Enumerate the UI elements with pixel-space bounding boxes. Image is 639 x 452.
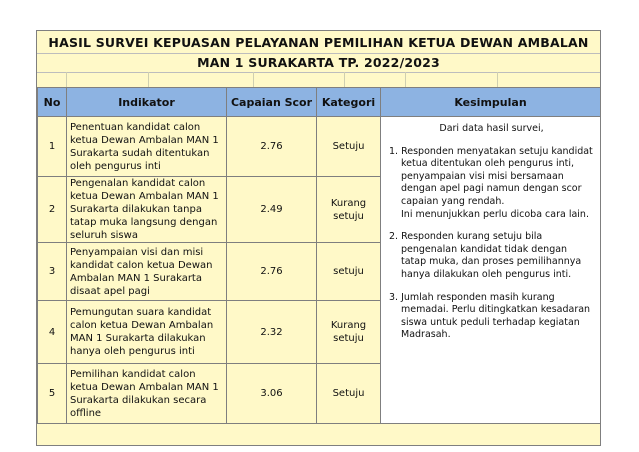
header-no: No [38, 88, 67, 117]
header-skor: Capaian Scor [227, 88, 317, 117]
category-value: Setuju [317, 117, 381, 177]
header-kategori: Kategori [317, 88, 381, 117]
grid-line [405, 72, 406, 87]
spacer-row [37, 72, 600, 88]
indicator-text: Penyampaian visi dan misi kandidat calon ketua Dewan Ambalan MAN 1 Surakarta disaat apel pagi [67, 243, 227, 301]
conclusion-point-3: 3. Jumlah responden masih kurang memadai. Perlu ditingkatkan kesadaran siswa untuk peduli terhadap kegiatan Madrasah. [389, 291, 591, 341]
score-value: 2.76 [227, 243, 317, 301]
grid-line [148, 72, 149, 87]
conclusion-point-1-note: Ini menunjukkan perlu dicoba cara lain. [401, 208, 589, 220]
indicator-text: Pemilihan kandidat calon ketua Dewan Ambalan MAN 1 Surakarta dilakukan secara offline [67, 364, 227, 424]
conclusion-intro: Dari data hasil survei, [439, 123, 544, 134]
score-value: 2.32 [227, 301, 317, 364]
row-number: 2 [38, 177, 67, 243]
survey-sheet [36, 30, 601, 446]
survey-table [37, 87, 601, 424]
grid-line [497, 72, 498, 87]
conclusion-point-2: 2. Responden kurang setuju bila pengenalan kandidat tidak dengan tatap muka, dan proses pemilihannya hanya dilakukan oleh pengurus inti. [389, 231, 582, 280]
grid-line [344, 72, 345, 87]
indicator-text: Penentuan kandidat calon ketua Dewan Ambalan MAN 1 Surakarta sudah ditentukan oleh pengurus inti [67, 117, 227, 177]
category-value: setuju [317, 243, 381, 301]
indicator-text: Pengenalan kandidat calon ketua Dewan Ambalan MAN 1 Surakarta dilakukan tanpa tatap muka langsung dengan seluruh siswa [67, 177, 227, 243]
category-value: Kurang setuju [317, 301, 381, 364]
indicator-text: Pemungutan suara kandidat calon ketua Dewan Ambalan MAN 1 Surakarta dilakukan hanya oleh pengurus inti [67, 301, 227, 364]
category-value: Kurang setuju [317, 177, 381, 243]
category-value: Setuju [317, 364, 381, 424]
row-number: 1 [38, 117, 67, 177]
title-line-1: HASIL SURVEI KEPUASAN PELAYANAN PEMILIHAN KETUA DEWAN AMBALAN [37, 33, 600, 54]
score-value: 2.49 [227, 177, 317, 243]
row-number: 3 [38, 243, 67, 301]
row-number: 5 [38, 364, 67, 424]
header-indikator: Indikator [67, 88, 227, 117]
header-kesimpulan: Kesimpulan [381, 88, 601, 117]
conclusion-point-1: 1. Responden menyatakan setuju kandidat ketua ditentukan oleh pengurus inti, penyampaian visi misi bersamaan dengan apel pagi namun dengan scor capaian yang rendah. [389, 145, 593, 207]
score-value: 2.76 [227, 117, 317, 177]
table-row [38, 117, 601, 177]
conclusion-cell [381, 117, 601, 424]
grid-line [66, 72, 67, 87]
table-header-row [38, 88, 601, 117]
score-value: 3.06 [227, 364, 317, 424]
grid-line [253, 72, 254, 87]
row-number: 4 [38, 301, 67, 364]
title-line-2: MAN 1 SURAKARTA TP. 2022/2023 [37, 53, 600, 73]
